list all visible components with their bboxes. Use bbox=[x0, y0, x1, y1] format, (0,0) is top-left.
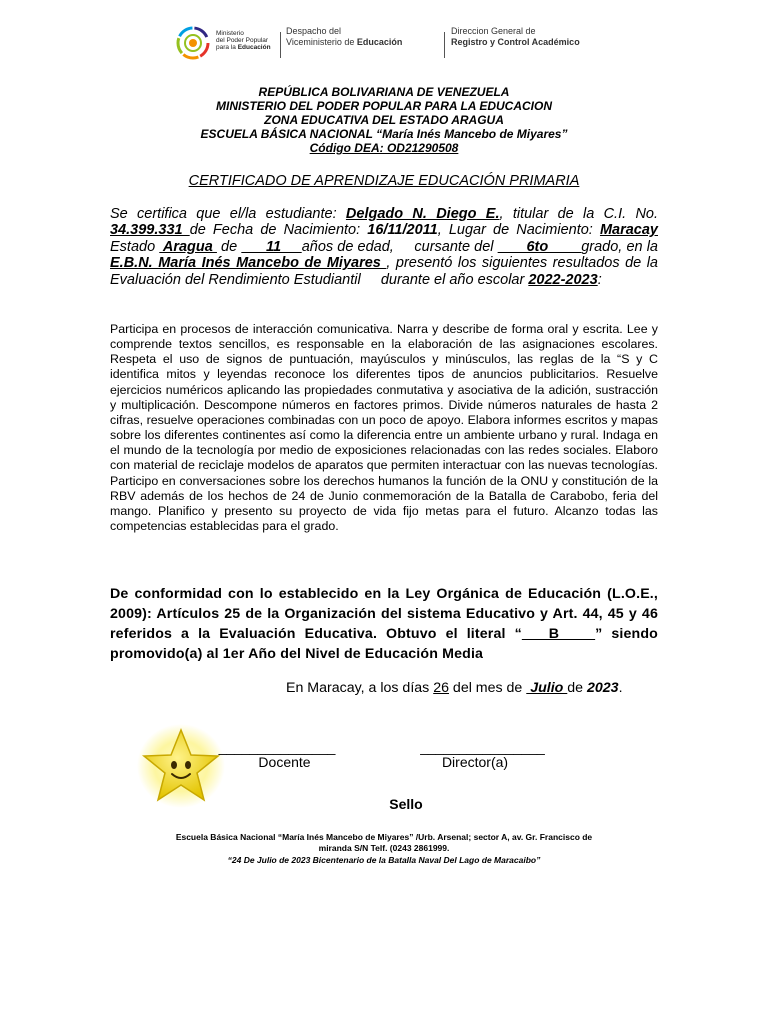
date-de: de bbox=[567, 680, 588, 696]
date-year: 2023 bbox=[587, 680, 619, 696]
registro-line-2: Registro y Control Académico bbox=[451, 37, 580, 47]
cert-after-name: , titular de la C.I. No. bbox=[499, 206, 659, 222]
certificate-title: CERTIFICADO DE APRENDIZAJE EDUCACIÓN PRIMARIA bbox=[188, 173, 580, 189]
birth-state: Aragua bbox=[159, 238, 217, 255]
registro-line-1: Direccion General de bbox=[451, 26, 536, 36]
registro-block bbox=[451, 26, 611, 48]
despacho-line-2-prefix: Viceministerio de bbox=[286, 37, 357, 47]
header-divider-1 bbox=[280, 32, 281, 58]
logo-line-3-prefix: para la bbox=[216, 44, 238, 51]
cert-intro: Se certifica que el/la estudiante: bbox=[110, 206, 346, 222]
cert-fecha-label: de Fecha de Nacimiento: bbox=[189, 222, 368, 239]
cert-line-6: los siguientes resultados de la Evaluación del Rendimiento bbox=[110, 255, 658, 288]
footer-line-2: miranda S/N Telf. (0243 2861999. bbox=[318, 843, 450, 853]
date-day: 26 bbox=[433, 680, 449, 696]
director-signature-line: ________________ bbox=[420, 739, 545, 755]
loe-paragraph bbox=[110, 584, 658, 664]
cert-age-label: años de edad, cursante del bbox=[301, 238, 494, 255]
birth-city: Maracay bbox=[599, 222, 658, 239]
docente-signature-line: _______________ bbox=[218, 739, 336, 755]
footer-line-1: Escuela Básica Nacional “María Inés Mancebo de Miyares” /Urb. Arsenal; sector A, av. Gr. Francisco de bbox=[175, 832, 593, 842]
literal-grade: B bbox=[521, 626, 596, 642]
docente-label: Docente bbox=[258, 754, 311, 770]
institution-line-4: ESCUELA BÁSICA NACIONAL “María Inés Mancebo de Miyares” bbox=[200, 127, 568, 141]
cert-de-label: de bbox=[216, 238, 242, 255]
school-year: 2022-2023 bbox=[528, 271, 598, 288]
ministerio-logo-text bbox=[216, 30, 288, 51]
sello-label: Sello bbox=[389, 796, 423, 812]
cert-lugar-label: , Lugar de Nacimiento: bbox=[437, 222, 593, 239]
despacho-line-2 bbox=[286, 37, 436, 48]
header-logo-bar bbox=[176, 26, 606, 60]
cert-grado-label: grado, en la bbox=[581, 238, 658, 255]
institution-line-2: MINISTERIO DEL PODER POPULAR PARA LA EDUCACION bbox=[215, 99, 553, 113]
institution-line-3: ZONA EDUCATIVA DEL ESTADO ARAGUA bbox=[264, 113, 504, 127]
date-middle: del mes de bbox=[448, 680, 527, 696]
certification-paragraph bbox=[110, 206, 658, 288]
cert-colon: : bbox=[597, 271, 602, 288]
footer-line-3: “24 De Julio de 2023 Bicentenario de la Batalla Naval Del Lago de Maracaibo” bbox=[227, 855, 541, 865]
header-divider-2 bbox=[444, 32, 445, 58]
logo-line-3-bold: Educación bbox=[237, 44, 271, 51]
competencies-description: Participa en procesos de interacción comunicativa. Narra y describe de forma oral y escrita. Lee y comprende textos sencillos, es responsable en la elaboración de las asignaciones escolares. Respeta el uso de signos de puntuación, mayúsculos y minúsculos, las reglas de la “S y C identifica mitos y leyendas reconoce los diferentes tipos de anuncios publicitarios. Resuelve ejercicios numéricos aplicando las propiedades conmutativa y asociativa de la adición, sustracción y multiplicación. Descompone números en factores primos. Divide números naturales de hasta 2 cifras, resuelve operaciones combinadas con un poco de apoyo. Elabora informes escritos y mapas sobre los diferentes continentes así como la diferencia entre un ambiente urbano y rural. Indaga en el mundo de la tecnología por medio de exposiciones relacionadas con las redes sociales. Elaboro con material de reciclaje modelos de aparatos que permiten interactuar con las nuevas tecnologías. Participo en conversaciones sobre los derechos humanos la función de la ONU y constitución de la RBV además de los hechos de 24 de Junio conmemoración de la Batalla de Carabobo, feria del mango. Planifico y presento su proyecto de vida fijo metas para el futuro. Alcanzo todas las competencias establecidas para el grado. bbox=[110, 322, 658, 534]
student-grade: 6to bbox=[497, 238, 582, 255]
student-ci: 34.399.331 bbox=[110, 222, 190, 239]
logo-line-1: Ministerio bbox=[216, 30, 244, 37]
despacho-line-2-bold: Educación bbox=[356, 37, 403, 47]
date-line bbox=[286, 680, 666, 697]
date-dot: . bbox=[618, 680, 623, 696]
birth-date: 16/11/2011 bbox=[367, 222, 438, 239]
date-month: Julio bbox=[526, 680, 568, 696]
cert-line-7-prefix: Estudiantil durante el año escolar bbox=[293, 271, 529, 288]
ministerio-logo-icon bbox=[176, 26, 212, 60]
institution-code-dea: Código DEA: OD21290508 bbox=[309, 141, 459, 155]
cert-presento: , presentó bbox=[386, 255, 453, 272]
logo-line-2: del Poder Popular bbox=[216, 37, 269, 44]
student-age: 11 bbox=[241, 238, 302, 255]
despacho-line-1: Despacho del bbox=[286, 26, 342, 36]
despacho-block bbox=[286, 26, 436, 48]
loe-text-2: ” siendo promovido(a) al 1er Año del Nivel de Educación Media bbox=[110, 626, 658, 662]
cert-estado-label: Estado bbox=[110, 238, 160, 255]
logo-line-3 bbox=[216, 44, 288, 51]
school-name: E.B.N. María Inés Mancebo de Miyares bbox=[110, 255, 387, 272]
date-prefix: En Maracay, a los días bbox=[286, 680, 434, 696]
loe-text-1: De conformidad con lo establecido en la Ley Orgánica de Educación (L.O.E., 2009): Artículos 25 de la Organización del sistema Educativo y Art. 44, 45 y 46 referidos a la Evaluación Educativa. Obtuvo el literal “ bbox=[110, 586, 658, 642]
director-label: Director(a) bbox=[441, 754, 509, 770]
student-name: Delgado N. Diego E. bbox=[345, 206, 500, 222]
institution-line-1: REPÚBLICA BOLIVARIANA DE VENEZUELA bbox=[258, 85, 510, 99]
